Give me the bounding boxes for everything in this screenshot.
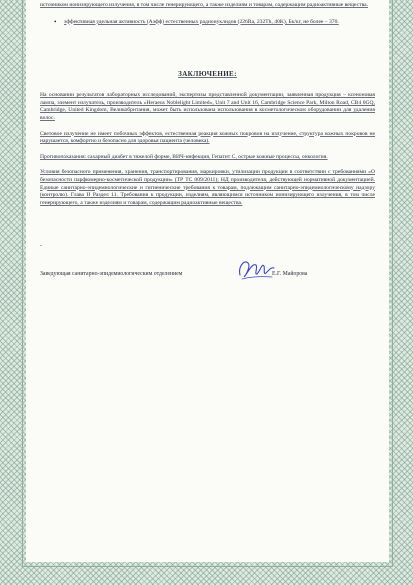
handwritten-signature xyxy=(236,255,276,283)
signatory-name: Е.Г. Майорова xyxy=(272,271,308,278)
bullet-text: эффективная удельная активность (Аэфф) естественных радионуклидов (226Ra, 232Th, 40K), Бк/кг, не более – 370. xyxy=(64,18,339,25)
document-page xyxy=(26,0,389,562)
signature-block xyxy=(40,261,375,283)
signature-title: Заведующая санитарно-эпидемиологическим отделением xyxy=(40,271,183,278)
bullet-item xyxy=(54,19,375,27)
dash-mark: - xyxy=(40,243,42,250)
conclusion-heading: ЗАКЛЮЧЕНИЕ: xyxy=(178,70,237,79)
conclusion-paragraph-3: Противопоказания: сахарный диабет в тяжелой форме, ВИЧ-инфекция, Гепатит С, острые кожные процессы, онкология. xyxy=(40,153,328,160)
conclusion-paragraph-2: Световое излучение не имеет побочных эффектов, естественная реакция кожных покровов на излучение, структура кожных покровов не нарушается, комфортно и безопасно для здоровья пациента (человека). xyxy=(40,130,375,145)
bullet-icon: • xyxy=(54,17,57,26)
top-fragment-text: источником ионизирующего излучения, в том числе генерирующего, а также изделиям и товарам, содержащим радиоактивные вещества. xyxy=(40,2,369,8)
conclusion-paragraph-4: Условия безопасного применения, хранения, транспортирования, маркировки, утилизации продукции в соответствии с требованиями «О безопасности парфюмерно-косметической продукции» (ТР ТС 009/2011); НД производителя, действующей нормативной документацией. Единые санитарно-эпидемиологические и гигиенические требования к товарам, подлежащим санитарно-эпидемиологическому надзору (контролю). Глава II Раздел 11. Требования к продукции, изделиям, являющимся источником ионизирующего излучения, в том числе генерирующего, а также изделиям и товарам, содержащим радиоактивные вещества. xyxy=(40,169,375,206)
conclusion-paragraph-1: На основании результатов лабораторных исследований, экспертизы представленной документации, заявленная продукция – ксеноновая лампа, элемент излучатель, производитель «Heraeus Noblelight Limited», Unit 7 and Unit 16, Cambridge Science Park, Milton Road, CB4 0GQ, Cambridge, United Kingdom, Великобритания, может быть использована использования в косметологическом оборудовании для удаления волос. xyxy=(40,92,375,121)
